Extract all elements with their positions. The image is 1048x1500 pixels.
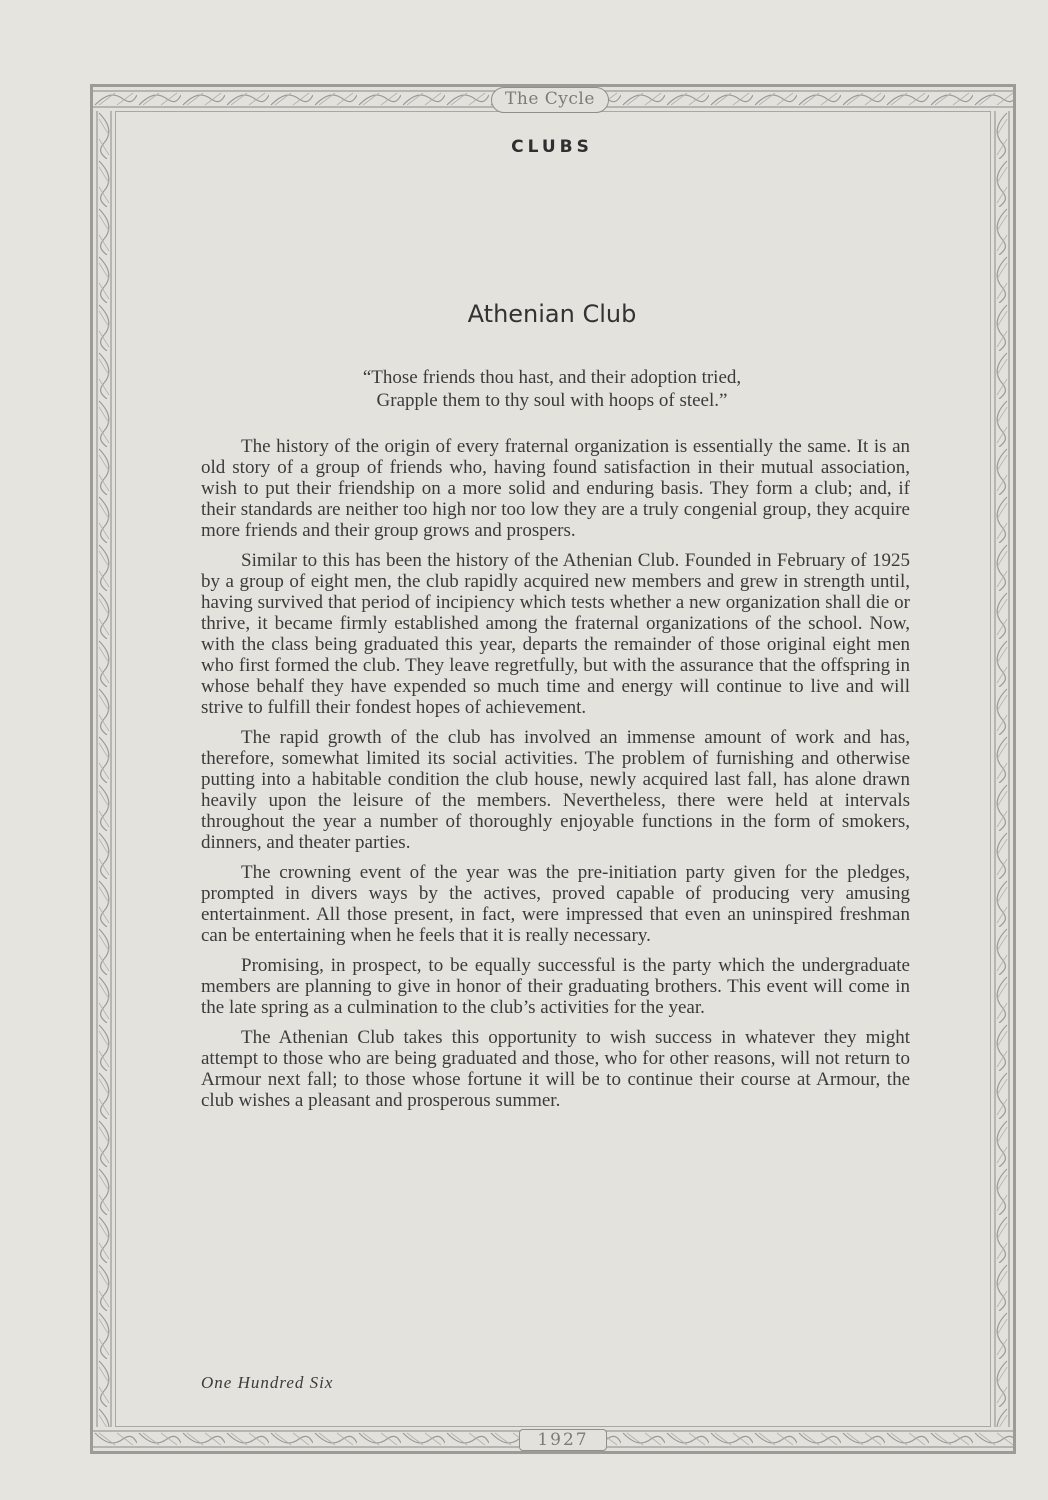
section-heading: CLUBS: [511, 137, 593, 157]
running-title: The Cycle: [491, 87, 609, 113]
paragraph: The Athenian Club takes this opportunity to wish success in whatever they might attempt to those who are being graduated and those, who for other reasons, will not return to Armour next fall; to those whose fortune it will be to continue their course at Armour, the club wishes a pleasant and prosperous summer.: [201, 1027, 910, 1111]
paragraph: Promising, in prospect, to be equally successful is the party which the undergraduate members are planning to give in honor of their graduating brothers. This event will come in the late spring as a culmination to the club’s activities for the year.: [201, 955, 910, 1018]
paragraph: Similar to this has been the history of the Athenian Club. Founded in February of 1925 by a group of eight men, the club rapidly acquired new members and grew in strength until, having survived that period of incipiency which tests whether a new organization shall die or thrive, it became firmly established among the fraternal organizations of the school. Now, with the class being graduated this year, departs the remainder of those original eight men who first formed the club. They leave regretfully, but with the assurance that the offspring in whose behalf they have expended so much time and energy will continue to live and will strive to fulfill their fondest hopes of achievement.: [201, 550, 910, 718]
page-number: One Hundred Six: [201, 1373, 334, 1392]
paragraph: The rapid growth of the club has involved an immense amount of work and has, therefore, somewhat limited its social activities. The problem of furnishing and otherwise putting into a habitable condition the club house, newly acquired last fall, has alone drawn heavily upon the leisure of the members. Nevertheless, there were held at intervals throughout the year a number of thoroughly enjoyable functions in the form of smokers, dinners, and theater parties.: [201, 727, 910, 853]
year-label: 1927: [519, 1429, 607, 1451]
paragraph: The crowning event of the year was the pre-initiation party given for the pledges, prompted in divers ways by the actives, proved capable of producing very amusing entertainment. All those present, in fact, were impressed that even an uninspired freshman can be entertaining when he feels that it is really necessary.: [201, 862, 910, 946]
epigraph-line: “Those friends thou hast, and their adoption tried,: [362, 367, 742, 388]
paragraph: The history of the origin of every fraternal organization is essentially the same. It is an old story of a group of friends who, having found satisfaction in their mutual association, wish to put their friendship on a more solid and enduring basis. They form a club; and, if their standards are neither too high nor too low they are a truly congenial group, they acquire more friends and their group grows and prospers.: [201, 436, 910, 541]
article-body: [201, 436, 910, 1120]
epigraph-line: Grapple them to thy soul with hoops of steel.”: [376, 390, 728, 411]
epigraph: [0, 366, 1048, 412]
article-title: Athenian Club: [467, 300, 637, 328]
